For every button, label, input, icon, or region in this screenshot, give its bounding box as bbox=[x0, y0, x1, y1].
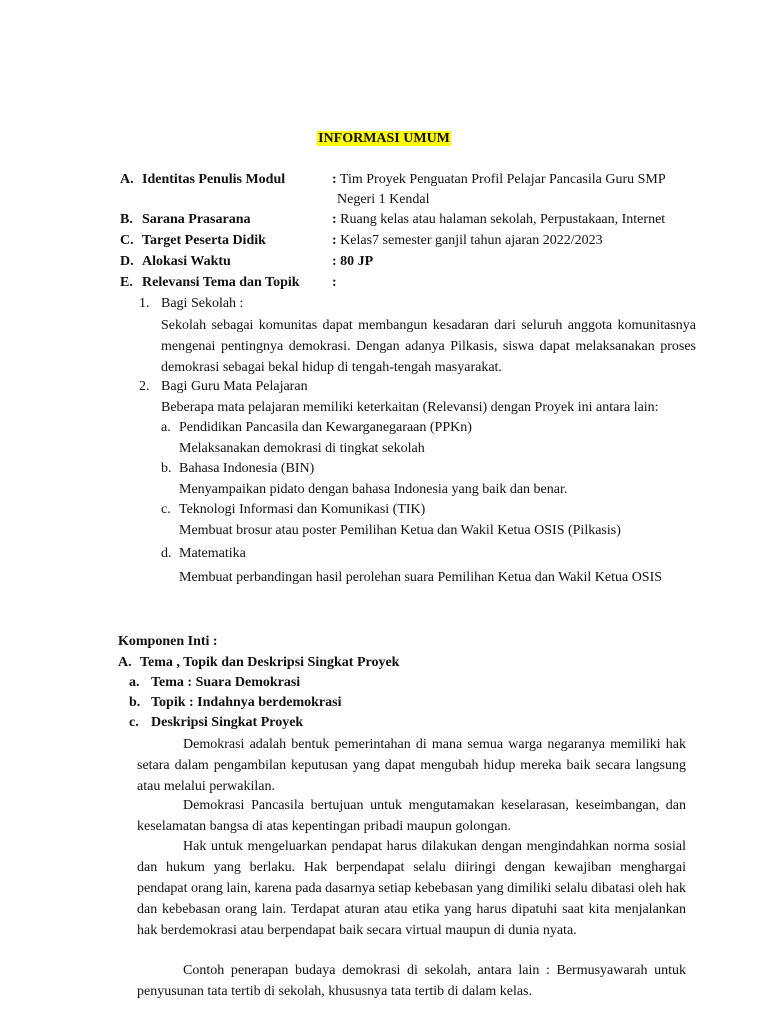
relevance-item-1-title bbox=[139, 294, 243, 314]
identity-key bbox=[120, 210, 251, 230]
subject-name: Matematika bbox=[179, 546, 246, 561]
identity-value bbox=[332, 273, 700, 293]
identity-value bbox=[332, 210, 700, 230]
subject-c-desc: Membuat brosur atau poster Pemilihan Ketua dan Wakil Ketua OSIS (Pilkasis) bbox=[179, 523, 621, 538]
core-heading: Komponen Inti : bbox=[118, 634, 218, 649]
relevance-item-2-intro: Beberapa mata pelajaran memiliki keterkaitan (Relevansi) dengan Proyek ini antara lain: bbox=[161, 400, 659, 415]
list-title: Bagi Sekolah : bbox=[161, 296, 244, 311]
identity-value-text: Tim Proyek Penguatan Profil Pelajar Pancasila Guru SMP bbox=[339, 172, 666, 187]
identity-row-facilities bbox=[120, 210, 700, 231]
description-paragraph-2: Demokrasi Pancasila bertujuan untuk mengutamakan keselarasan, keseimbangan, dan keselamatan bangsa di atas kepentingan pribadi maupun golongan. bbox=[137, 798, 686, 834]
identity-value-text: Kelas7 semester ganjil tahun ajaran 2022/2023 bbox=[340, 233, 603, 248]
core-item-theme bbox=[129, 673, 300, 693]
page-title bbox=[0, 129, 768, 149]
identity-table bbox=[120, 170, 700, 294]
subject-letter: a. bbox=[161, 420, 171, 435]
core-item-description bbox=[129, 713, 303, 733]
section-letter: A. bbox=[118, 655, 132, 670]
identity-key bbox=[120, 252, 231, 272]
item-letter: b. bbox=[129, 695, 141, 710]
subject-name: Teknologi Informasi dan Komunikasi (TIK) bbox=[179, 502, 426, 517]
subject-a-desc: Melaksanakan demokrasi di tingkat sekolah bbox=[179, 441, 425, 456]
identity-value-text: 80 JP bbox=[340, 254, 374, 269]
identity-label: Relevansi Tema dan Topik bbox=[142, 275, 300, 290]
relevance-item-1-text: Sekolah sebagai komunitas dapat membangun kesadaran dari seluruh anggota komunitasnya mengenai pentingnya demokrasi. Dengan adanya Pilkasis, siswa dapat melaksanakan proses demokrasi sebagai bekal hidup di tengah-tengah masyarakat. bbox=[161, 318, 696, 375]
identity-colon: : bbox=[332, 212, 337, 227]
subject-b-desc: Menyampaikan pidato dengan bahasa Indonesia yang baik dan benar. bbox=[179, 482, 568, 497]
identity-key bbox=[120, 273, 300, 293]
description-paragraph-4: Contoh penerapan budaya demokrasi di sekolah, antara lain : Bermusyawarah untuk penyusunan tata tertib di sekolah, khususnya tata tertib di dalam kelas. bbox=[137, 963, 686, 999]
description-paragraph-1: Demokrasi adalah bentuk pemerintahan di mana semua warga negaranya memiliki hak setara dalam pengambilan keputusan yang dapat mengubah hidup mereka baik secara langsung atau melalui perwakilan. bbox=[137, 737, 686, 794]
identity-value-text: Ruang kelas atau halaman sekolah, Perpustakaan, Internet bbox=[340, 212, 666, 227]
list-title: Bagi Guru Mata Pelajaran bbox=[161, 379, 308, 394]
subject-letter: c. bbox=[161, 502, 171, 517]
subject-name: Bahasa Indonesia (BIN) bbox=[179, 461, 315, 476]
identity-row-author bbox=[120, 170, 700, 210]
identity-value bbox=[332, 252, 700, 272]
item-text: Topik : Indahnya berdemokrasi bbox=[151, 695, 342, 710]
identity-row-time bbox=[120, 252, 700, 273]
subject-b-name bbox=[161, 459, 314, 479]
identity-colon: : bbox=[332, 254, 337, 269]
description-paragraph-3: Hak untuk mengeluarkan pendapat harus dilakukan dengan mengindahkan norma sosial dan hukum yang berlaku. Hak berpendapat selalu diiringi dengan kewajiban menghargai pendapat orang lain, karena pada dasarnya setiap kebebasan yang dimiliki selalu dibatasi oleh hak dan kebebasan orang lain. Terdapat aturan atau etika yang harus dipatuhi saat kita menjalankan hak berdemokrasi atau berpendapat baik secara virtual maupun di dunia nyata. bbox=[137, 839, 686, 938]
subject-d-desc: Membuat perbandingan hasil perolehan suara Pemilihan Ketua dan Wakil Ketua OSIS bbox=[179, 570, 663, 585]
item-letter: c. bbox=[129, 715, 139, 730]
identity-colon: : bbox=[332, 275, 337, 290]
section-title: Tema , Topik dan Deskripsi Singkat Proyek bbox=[140, 655, 400, 670]
identity-row-relevance bbox=[120, 273, 700, 294]
identity-value bbox=[332, 231, 700, 251]
identity-label: Target Peserta Didik bbox=[142, 233, 266, 248]
identity-label: Alokasi Waktu bbox=[142, 254, 231, 269]
identity-key bbox=[120, 231, 266, 251]
identity-colon: : bbox=[332, 172, 337, 187]
identity-letter: E. bbox=[120, 275, 133, 290]
identity-label: Sarana Prasarana bbox=[142, 212, 251, 227]
item-text: Tema : Suara Demokrasi bbox=[151, 675, 301, 690]
subject-a-name bbox=[161, 418, 472, 438]
identity-label: Identitas Penulis Modul bbox=[142, 172, 286, 187]
list-number: 2. bbox=[139, 379, 150, 394]
identity-letter: D. bbox=[120, 254, 134, 269]
title-highlight: INFORMASI UMUM bbox=[318, 131, 450, 146]
identity-key bbox=[120, 170, 285, 190]
item-letter: a. bbox=[129, 675, 140, 690]
list-number: 1. bbox=[139, 296, 150, 311]
identity-value-text-2: Negeri 1 Kendal bbox=[337, 192, 430, 207]
identity-letter: A. bbox=[120, 172, 134, 187]
identity-colon: : bbox=[332, 233, 337, 248]
relevance-item-2-title bbox=[139, 377, 308, 397]
identity-letter: C. bbox=[120, 233, 134, 248]
subject-c-name bbox=[161, 500, 425, 520]
core-item-topic bbox=[129, 693, 341, 713]
identity-row-target bbox=[120, 231, 700, 252]
subject-name: Pendidikan Pancasila dan Kewarganegaraan (PPKn) bbox=[179, 420, 472, 435]
subject-d-name bbox=[161, 544, 246, 564]
core-section-title bbox=[118, 653, 399, 673]
identity-value bbox=[332, 170, 700, 210]
subject-letter: d. bbox=[161, 546, 172, 561]
identity-letter: B. bbox=[120, 212, 133, 227]
item-text: Deskripsi Singkat Proyek bbox=[151, 715, 304, 730]
subject-letter: b. bbox=[161, 461, 172, 476]
